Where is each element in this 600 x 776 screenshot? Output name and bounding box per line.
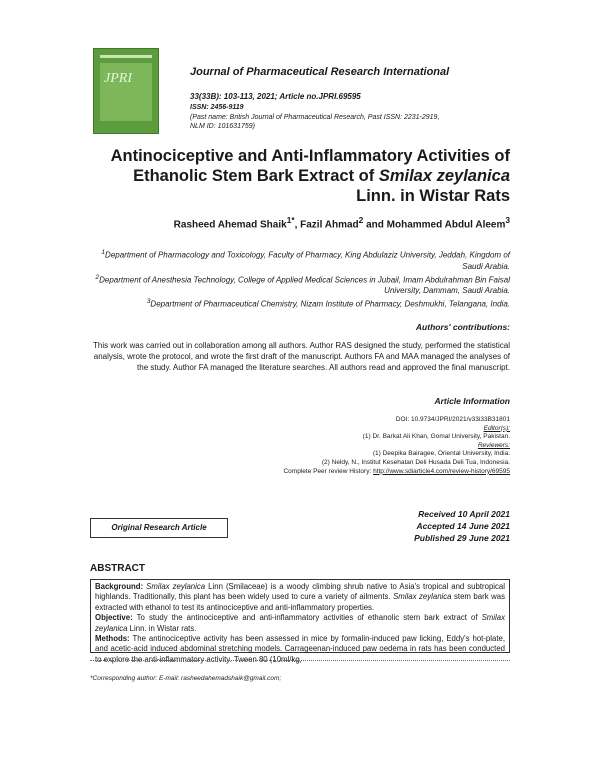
editors-label: Editor(s):: [483, 424, 510, 432]
doi: DOI: 10.9734/JPRI/2021/v33i33B31801: [395, 416, 510, 423]
review-history: [90, 468, 510, 477]
title-species: Smilax zeylanica: [378, 167, 510, 185]
objective-text-2: Linn. in Wistar rats.: [127, 623, 197, 633]
reviewers-label: Reviewers:: [477, 441, 510, 449]
review-history-link[interactable]: http://www.sdiarticle4.com/review-history/69595: [373, 467, 510, 475]
background-text-1: Linn (Smilaceae) is a woody climbing shrub native to Asia's tropical and subtropical highlands. Traditionally, this plant has been widely used to cure a variety of ailments.: [95, 582, 505, 602]
published-date: Published 29 June 2021: [414, 533, 510, 543]
background-label: Background:: [95, 582, 144, 591]
abstract-background: [95, 582, 505, 613]
issn: ISSN: 2456-9119: [190, 104, 244, 111]
article-info-heading: Article Information: [434, 396, 510, 406]
accepted-date: Accepted 14 June 2021: [416, 521, 510, 531]
publication-dates: [330, 508, 510, 544]
title-line-1: Antinociceptive and Anti-Inflammatory Activities of: [110, 147, 510, 165]
corresponding-author-footnote: *Corresponding author: E-mail: rasheedahemadshaik@gmail.com;: [90, 675, 282, 682]
abstract-box: [90, 579, 510, 664]
received-date: Received 10 April 2021: [418, 509, 510, 519]
affiliation-1-text: Department of Pharmacology and Toxicology, Faculty of Pharmacy, King Abdulaziz University, Jeddah, Kingdom of Saudi Arabia.: [105, 250, 510, 271]
affiliation-3: [90, 296, 510, 310]
title-line-3: Linn. in Wistar Rats: [356, 187, 510, 205]
article-type-box: Original Research Article: [90, 518, 228, 538]
affiliation-1-sup: 1: [101, 249, 106, 256]
review-history-label: Complete Peer review History:: [283, 467, 374, 475]
background-species-2: Smilax zeylanica: [393, 592, 452, 602]
past-name-line: (Past name: British Journal of Pharmaceutical Research, Past ISSN: 2231-2919,: [190, 114, 440, 121]
methods-text: The antinociceptive activity has been assessed in mice by formalin-induced paw licking, Eddy's hot-plate, and acetic-acid induced abdominal stretching models. Carrageenan-induced paw oedema in rats has been conducted to explore the anti-inflammatory activity. Tween 80 (10ml/kg,: [95, 634, 505, 664]
title-line-2-text: Ethanolic Stem Bark Extract of: [133, 167, 379, 185]
background-text-2: stem bark was extracted with ethanol to test its antinociceptive and anti-inflammatory properties.: [95, 592, 505, 612]
affiliation-3-sup: 3: [146, 298, 151, 306]
affiliation-2-sup: 2: [95, 273, 100, 281]
contributions-heading: Authors' contributions:: [415, 322, 510, 332]
author-1: Rasheed Ahemad Shaik: [173, 219, 287, 231]
reviewer-1: (1) Deepika Bairagee, Oriental University, India.: [372, 450, 510, 458]
objective-label: Objective:: [95, 613, 133, 623]
author-2-sup: 2: [358, 215, 364, 225]
author-2: Fazil Ahmad: [300, 219, 359, 231]
editor-1: (1) Dr. Barkat Ali Khan, Gomal University, Pakistan.: [362, 433, 510, 441]
issue-info: 33(33B): 103-113, 2021; Article no.JPRI.69595: [190, 92, 361, 101]
footnote-divider: [90, 660, 510, 661]
author-3: Mohammed Abdul Aleem: [386, 219, 506, 231]
objective-species: Smilax zeylanica: [95, 613, 505, 633]
cover-stripe: [100, 55, 152, 58]
journal-cover-image: [93, 48, 159, 134]
title-line-2: [90, 166, 510, 186]
journal-name: Journal of Pharmaceutical Research International: [190, 66, 450, 78]
background-species: Smilax zeylanica: [146, 582, 206, 591]
abstract-heading: ABSTRACT: [90, 563, 145, 574]
abstract-objective: [95, 613, 505, 634]
author-1-sup: 1*: [286, 215, 295, 225]
affiliation-3-text: Department of Pharmaceutical Chemistry, Nizam Institute of Pharmacy, Deshmukhi, Telangana, India.: [150, 299, 510, 309]
objective-text-1: To study the antinociceptive and anti-inflammatory activities of ethanolic stem bark extract of: [132, 613, 482, 623]
affiliations: [90, 247, 510, 310]
affiliation-1: [90, 247, 510, 272]
reviewer-2: (2) Neldy, N., Institut Kesehatan Deli Husada Deli Tua, Indonesia.: [321, 458, 510, 466]
author-3-sup: 3: [505, 215, 510, 225]
past-name: [190, 113, 510, 131]
author-sep-1: ,: [294, 219, 301, 231]
author-sep-2: and: [363, 219, 387, 231]
author-list: [90, 215, 510, 230]
article-info: [90, 416, 510, 476]
affiliation-2: [90, 272, 510, 297]
paper-title: [90, 146, 510, 206]
cover-logo: JPRI: [104, 71, 132, 86]
methods-label: Methods:: [95, 634, 130, 644]
affiliation-2-text: Department of Anesthesia Technology, College of Applied Medical Sciences in Jubail, Imam Abdulrahman Bin Faisal University, Dammam, Saudi Arabia.: [99, 275, 510, 296]
nlm-id: NLM ID: 101631759): [190, 123, 255, 130]
contributions-text: This work was carried out in collaboration among all authors. Author RAS designed the study, performed the statistical analysis, wrote the protocol, and wrote the first draft of the manuscript. Authors FA and MAA managed the analyses of the study. Author FA managed the literature searches. All authors read and approved the final manuscript.: [93, 341, 510, 372]
